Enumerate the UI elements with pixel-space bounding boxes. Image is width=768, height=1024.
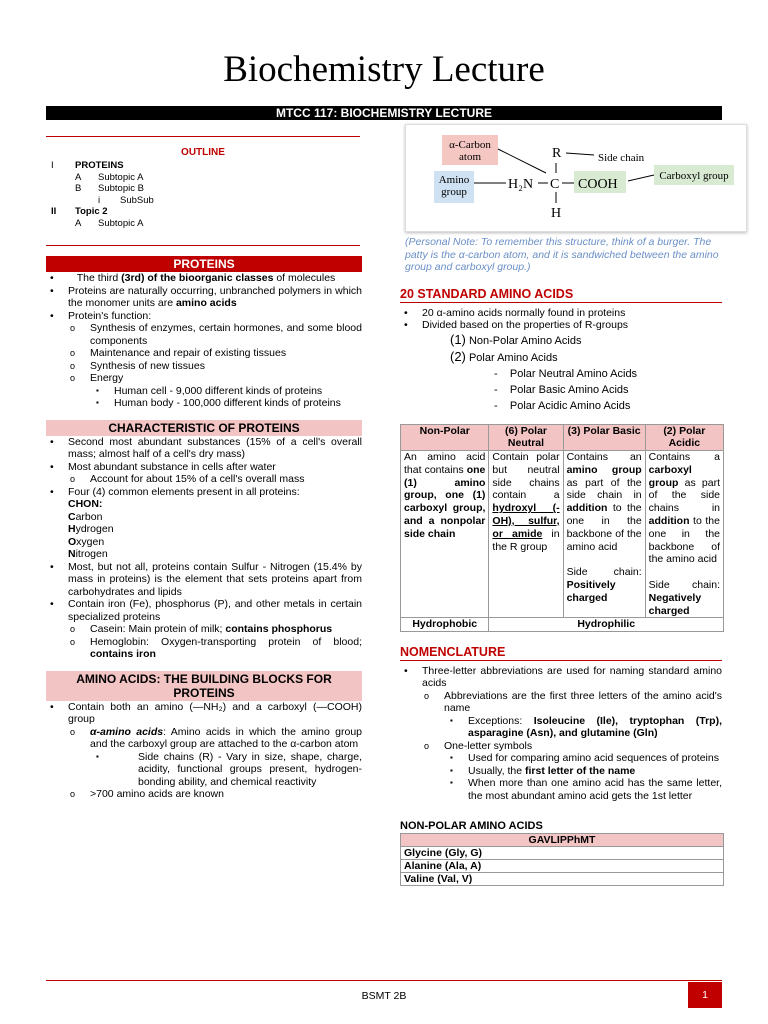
- amino-acids-heading: AMINO ACIDS: THE BUILDING BLOCKS FOR PROTEINS: [46, 671, 362, 701]
- category-item: - Polar Basic Amino Acids: [494, 383, 629, 396]
- list-item: o Energy: [46, 372, 362, 385]
- table-row: [401, 859, 724, 872]
- outline-row: [46, 195, 360, 207]
- list-item: o Account for about 15% of a cell's overall mass: [46, 473, 362, 486]
- cooh-label: COOH: [578, 177, 618, 192]
- table-cell: Contains an amino group as part of the side chain in addition to the one in the backbone of the amino acid Side chain: Positively charged: [563, 451, 645, 618]
- footer-text: BSMT 2B: [361, 990, 407, 1002]
- list-item: o Synthesis of enzymes, certain hormones, and some blood components: [46, 322, 362, 347]
- list-item: o Hemoglobin: Oxygen-transporting protein of blood; contains iron: [46, 636, 362, 661]
- list-item: ▪ Side chains (R) - Vary in size, shape, charge, acidity, functional groups present, hydrogen-bonding ability, and chemical reactivity: [46, 751, 362, 789]
- table-header: (3) Polar Basic: [563, 424, 645, 451]
- personal-note: (Personal Note: To remember this structure, think of a burger. The patty is the α-carbon atom, and it is sandwiched between the amino group and carboxyl group.): [405, 236, 719, 273]
- outline-num: I: [51, 160, 54, 171]
- list-item: o Maintenance and repair of existing tissues: [46, 347, 362, 360]
- nomenclature-heading: NOMENCLATURE: [400, 646, 722, 661]
- table-cell: Valine (Val, V): [401, 872, 724, 885]
- table-cell: Contain polar but neutral side chains contain a hydroxyl (-OH), sulfur, or amide in the R group: [489, 451, 563, 618]
- list-item: o One-letter symbols: [400, 740, 722, 753]
- table-cell: An amino acid that contains one (1) amino group, one (1) carboxyl group, and a nonpolar side chain: [401, 451, 489, 618]
- carboxyl-group-label: Carboxyl group: [659, 170, 729, 182]
- arrow-line: [566, 153, 594, 155]
- list-item: • Contain iron (Fe), phosphorus (P), and other metals in certain specialized proteins: [46, 598, 362, 623]
- h-label: H: [551, 206, 562, 221]
- table-cell: Hydrophilic: [489, 618, 724, 632]
- list-item: o Synthesis of new tissues: [46, 360, 362, 373]
- list-item: • Protein's function:: [46, 310, 362, 323]
- list-item: o Casein: Main protein of milk; contains phosphorus: [46, 623, 362, 636]
- category-item: (1) Non-Polar Amino Acids: [450, 331, 582, 347]
- arrow-line: [628, 175, 654, 181]
- list-item: ▪ Exceptions: Isoleucine (Ile), tryptophan (Trp), asparagine (Asn), and glutamine (Gln): [400, 715, 722, 740]
- nonpolar-heading: NON-POLAR AMINO ACIDS: [400, 820, 543, 833]
- table-header: (6) Polar Neutral: [489, 424, 563, 451]
- list-item: • Divided based on the properties of R-groups: [400, 319, 722, 332]
- outline-text: Topic 2: [75, 206, 108, 217]
- standard-list: [400, 307, 722, 332]
- list-item: • Most abundant substance in cells after water: [46, 461, 362, 474]
- table-row: [401, 846, 724, 859]
- category-item: (2) Polar Amino Acids: [450, 348, 558, 364]
- outline-text: Subtopic A: [98, 217, 144, 229]
- footer-divider: [46, 980, 722, 981]
- outline-box: [46, 136, 360, 246]
- proteins-list: [46, 272, 362, 410]
- table-cell: Alanine (Ala, A): [401, 859, 724, 872]
- alpha-carbon-label: α-Carbon atom: [449, 139, 491, 163]
- page-title: Biochemistry Lecture: [223, 49, 545, 90]
- list-item: o Abbreviations are the first three letters of the amino acid's name: [400, 690, 722, 715]
- list-item: o α-amino acids: Amino acids in which the amino group and the carboxyl group are attached to the α-carbon atom: [46, 726, 362, 751]
- list-item: • Second most abundant substances (15% of a cell's overall mass; almost half of a cell's dry mass): [46, 436, 362, 461]
- outline-num: i: [98, 194, 101, 206]
- amino-acid-table: [400, 424, 724, 633]
- table-row: [401, 833, 724, 846]
- list-item: ▪ Used for comparing amino acid sequences of proteins: [400, 752, 722, 765]
- amino-acid-structure-diagram: [405, 124, 747, 232]
- course-banner: MTCC 117: BIOCHEMISTRY LECTURE: [46, 106, 722, 120]
- outline-row: [46, 160, 360, 172]
- h2n-label: H₂N: [508, 177, 534, 192]
- list-item: ▪ Usually, the first letter of the name: [400, 765, 722, 778]
- outline-num: B: [75, 183, 82, 194]
- list-item: • 20 α-amino acids normally found in proteins: [400, 307, 722, 320]
- table-row: [401, 872, 724, 885]
- table-cell: Hydrophobic: [401, 618, 489, 632]
- outline-num: A: [75, 171, 82, 183]
- table-row: [401, 618, 724, 632]
- outline-row: [46, 218, 360, 230]
- c-label: C: [550, 177, 560, 192]
- list-item: o >700 amino acids are known: [46, 788, 362, 801]
- outline-text: Subtopic B: [98, 183, 144, 194]
- structure-svg: [406, 125, 746, 231]
- category-item: - Polar Neutral Amino Acids: [494, 367, 638, 380]
- category-list: [400, 332, 722, 414]
- right-column: [400, 288, 722, 886]
- outline-heading: OUTLINE: [181, 147, 225, 158]
- table-cell: Contains a carboxyl group as part of the side chains in addition to the one in the backbone of the amino acid Side chain: Negatively charged: [645, 451, 723, 618]
- arrow-line: [498, 149, 546, 173]
- list-item: • Three-letter abbreviations are used for naming standard amino acids: [400, 665, 722, 690]
- characteristic-list: [46, 436, 362, 661]
- list-item: ▪ Human body - 100,000 different kinds of proteins: [46, 397, 362, 410]
- outline-row: [46, 206, 360, 218]
- list-item: • Proteins are naturally occurring, unbranched polymers in which the monomer units are amino acids: [46, 285, 362, 310]
- outline-row: [46, 172, 360, 184]
- standard-amino-acids-heading: 20 STANDARD AMINO ACIDS: [400, 288, 722, 303]
- nonpolar-table: [400, 833, 724, 886]
- r-label: R: [552, 146, 562, 161]
- list-item: • Most, but not all, proteins contain Sulfur - Nitrogen (15.4% by mass in proteins) is the element that sets proteins apart from carbohydrates and lipids: [46, 561, 362, 599]
- outline-num: II: [51, 206, 57, 217]
- outline-text: SubSub: [120, 194, 154, 206]
- list-item: • Contain both an amino (—NH₂) and a carboxyl (—COOH) group: [46, 701, 362, 726]
- table-header: (2) Polar Acidic: [645, 424, 723, 451]
- outline-row: [46, 183, 360, 195]
- list-item: • Four (4) common elements present in all proteins: CHON: Carbon Hydrogen Oxygen Nitrogen: [46, 486, 362, 561]
- page-number: 1: [688, 982, 722, 1008]
- table-cell: GAVLIPPhMT: [401, 833, 724, 846]
- nomenclature-list: [400, 665, 722, 803]
- proteins-heading: PROTEINS: [46, 256, 362, 272]
- characteristic-heading: CHARACTERISTIC OF PROTEINS: [46, 420, 362, 436]
- amino-group-label: Amino group: [438, 174, 470, 198]
- outline-text: Subtopic A: [98, 171, 144, 183]
- left-column: [46, 256, 362, 801]
- table-cell: Glycine (Gly, G): [401, 846, 724, 859]
- table-row: [401, 424, 724, 451]
- outline-text: PROTEINS: [75, 160, 124, 171]
- table-header: Non-Polar: [401, 424, 489, 451]
- list-item: ▪ Human cell - 9,000 different kinds of proteins: [46, 385, 362, 398]
- outline-num: A: [75, 217, 82, 229]
- list-item: ▪ When more than one amino acid has the same letter, the most abundant amino acid gets the 1st letter: [400, 777, 722, 802]
- category-item: - Polar Acidic Amino Acids: [494, 399, 631, 412]
- table-row: [401, 451, 724, 618]
- side-chain-label: Side chain: [598, 152, 645, 164]
- amino-list: [46, 701, 362, 801]
- list-item: • The third (3rd) of the bioorganic classes of molecules: [46, 272, 362, 285]
